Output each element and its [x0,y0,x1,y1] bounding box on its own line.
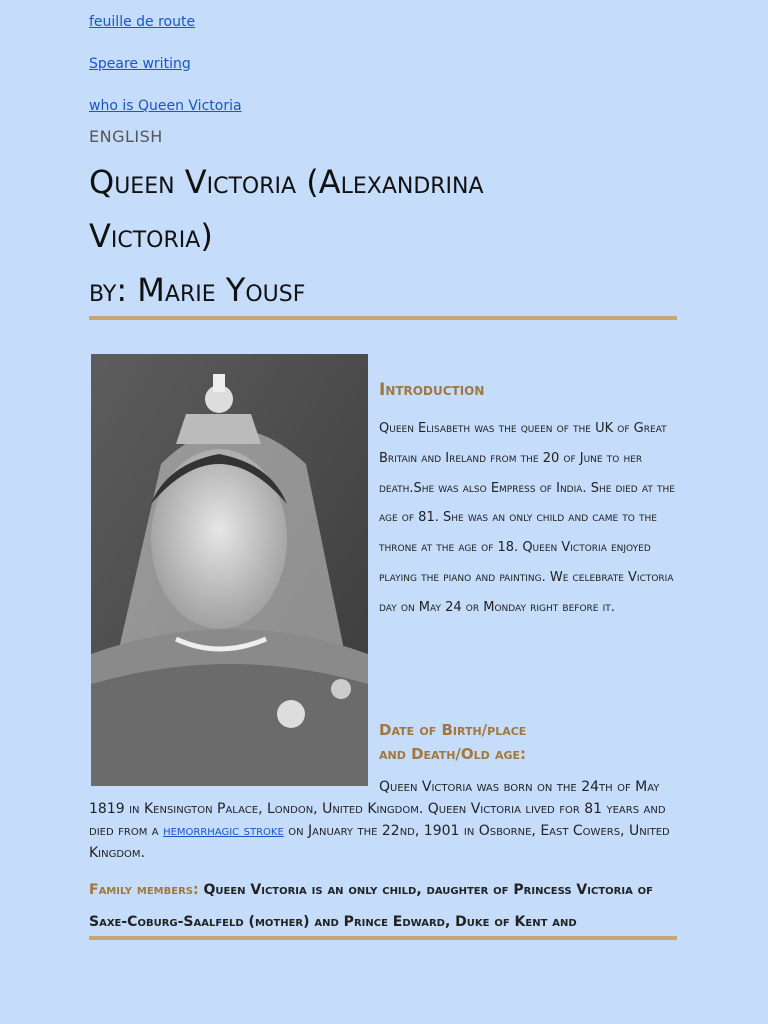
family-paragraph [89,874,679,938]
nav-link-feuille-de-route[interactable]: feuille de route [89,14,196,30]
title-line-1: Queen Victoria (Alexandrina [89,163,484,201]
birth-heading-line-1: Date of Birth/place [379,721,527,739]
section-divider [89,936,677,940]
family-label: Family members: [89,882,199,898]
birth-text-part-2: on January the 22nd, 1901 in Osborne, East Cowers, United Kingdom. [89,823,670,861]
category-label: ENGLISH [89,127,163,146]
birth-heading-line-2: and Death/Old age: [379,745,527,763]
title-line-3: by: Marie Yousf [89,271,306,309]
birth-text-part-1: Queen Victoria was born on the 24th of May 1819 in Kensington Palace, London, United Kingdom. Queen Victoria lived for 81 years and died from a [89,779,666,839]
intro-heading: Introduction [379,380,485,400]
title-line-2: Victoria) [89,217,213,255]
portrait-image [91,354,368,786]
nav-link-who-is-queen-victoria[interactable]: who is Queen Victoria [89,98,242,114]
birth-heading [379,718,679,766]
title-divider [89,316,677,320]
birth-paragraph [89,776,679,864]
nav-link-speare-writing[interactable]: Speare writing [89,56,191,72]
family-text: Queen Victoria is an only child, daughter of Princess Victoria of Saxe-Coburg-Saalfeld (mother) and Prince Edward, Duke of Kent and [89,882,654,930]
intro-paragraph: Queen Elisabeth was the queen of the UK of Great Britain and Ireland from the 20 of June to her death.She was also Empress of India. She died at the age of 81. She was an only child and came to the throne at the age of 18. Queen Victoria enjoyed playing the piano and painting. We celebrate Victoria day on May 24 or Monday right before it. [379,421,675,615]
hemorrhagic-stroke-link[interactable]: hemorrhagic stroke [163,823,284,839]
page-title [89,155,689,317]
